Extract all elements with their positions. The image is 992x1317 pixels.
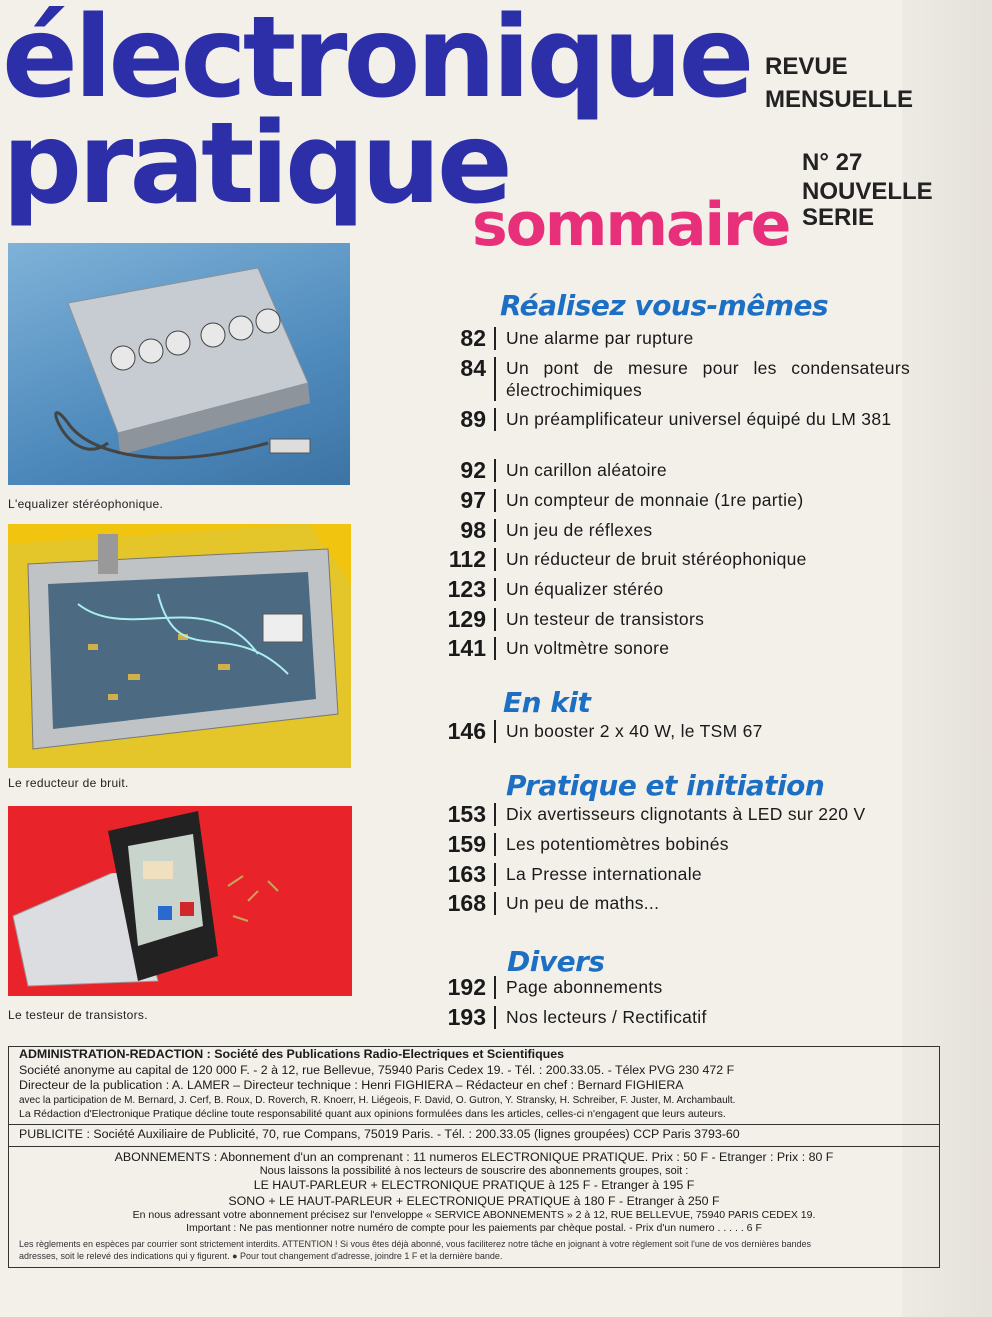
imprint-groupes: Nous laissons la possibilité à nos lecteurs de souscrire des abonnements groupes, soit : [259,1165,689,1177]
serie-label: SERIE [802,204,875,231]
reducteur-illustration [8,524,351,768]
toc-divider [494,519,496,542]
toc-title: Un compteur de monnaie (1re partie) [506,490,804,510]
toc-page: 123 [447,576,486,602]
toc-page: 97 [460,487,486,513]
toc-divider [494,863,496,886]
toc-divider [494,803,496,826]
imprint-responsabilite: La Rédaction d'Electronique Pratique décline toute responsabilité quant aux opinions formulées dans les articles, celles-ci n'engagent que leurs auteurs. [19,1107,726,1120]
imprint-attention: Les règlements en espèces par courrier sont strictement interdits. ATTENTION ! Si vous êtes déjà abonné, vous faciliterez notre tâche en joignant à votre règlement soit l'une de vos dernières bandes [19,1239,811,1249]
toc-divider [494,459,496,482]
toc-title: Nos lecteurs / Rectificatif [506,1007,707,1027]
toc-title: Un testeur de transistors [506,609,705,629]
issue-number: N° 27 [802,149,863,176]
toc-page: 193 [447,1004,486,1030]
toc-page: 153 [447,801,486,827]
imprint-societe: Société anonyme au capital de 120 000 F. - 2 à 12, rue Bellevue, 75940 Paris Cedex 19. - Tél. : 200.33.05. - Télex PVG 230 472 F [19,1062,735,1077]
section-realisez: Réalisez vous-mêmes [500,289,829,322]
toc-title: Un voltmètre sonore [506,638,670,658]
testeur-illustration [8,806,352,996]
imprint-important: Important : Ne pas mentionner notre numéro de compte pour les paiements par chèque postal. - Prix d'un numero . . . . . 6 F [186,1222,762,1234]
section-pratique: Pratique et initiation [506,769,825,802]
revue-label: REVUE [765,53,848,80]
toc-title: Un booster 2 x 40 W, le TSM 67 [506,721,763,741]
toc-divider [494,976,496,999]
toc-title: Un préamplificateur universel équipé du LM 381 [506,409,892,429]
toc-page: 82 [460,325,486,351]
toc-page: 141 [447,635,486,661]
toc-divider [494,833,496,856]
imprint-offre1: LE HAUT-PARLEUR + ELECTRONIQUE PRATIQUE à 125 F - Etranger à 195 F [253,1178,695,1192]
imprint-box [8,1046,940,1268]
imprint-admin: ADMINISTRATION-REDACTION : Société des Publications Radio-Electriques et Scientifiques [19,1047,565,1061]
toc-item[interactable] [430,637,910,660]
sommaire-heading: sommaire [472,190,790,260]
imprint-offre2: SONO + LE HAUT-PARLEUR + ELECTRONIQUE PRATIQUE à 180 F - Etranger à 250 F [228,1193,720,1208]
toc-item[interactable] [430,459,910,482]
toc-page: 159 [447,831,486,857]
toc-page: 112 [448,546,486,572]
imprint-directeur: Directeur de la publication : A. LAMER – Directeur technique : Henri FIGHIERA – Rédacteur en chef : Bernard FIGHIERA [19,1078,684,1092]
nouvelle-label: NOUVELLE [802,178,933,205]
toc-page: 163 [447,861,486,887]
toc-title: Dix avertisseurs clignotants à LED sur 220 V [506,804,866,824]
toc-page: 98 [460,517,486,543]
toc-item[interactable] [430,548,910,571]
toc-divider [494,489,496,512]
toc-divider [494,892,496,915]
toc-item[interactable] [430,519,910,542]
masthead-title-line1: électronique [2,0,751,123]
toc-item[interactable] [430,608,910,631]
toc-title: Un pont de mesure pour les condensateurs électrochimiques [506,358,910,400]
toc-page: 84 [460,355,486,381]
toc-title: Un jeu de réflexes [506,520,653,540]
toc-item[interactable] [430,720,910,743]
toc-item[interactable] [430,833,910,856]
toc-item[interactable] [430,489,910,512]
toc-page: 168 [447,890,486,916]
testeur-photo [8,806,352,996]
toc-item[interactable] [430,327,910,350]
equalizer-illustration [8,243,350,485]
section-divers: Divers [507,945,605,978]
toc-title: La Presse internationale [506,864,702,884]
toc-title: Un équalizer stéréo [506,579,664,599]
toc-divider [494,408,496,431]
toc-divider [494,357,496,401]
toc-title: Les potentiomètres bobinés [506,834,729,854]
toc-item[interactable] [430,863,910,886]
toc-divider [494,327,496,350]
toc-divider [494,720,496,743]
toc-item[interactable] [430,976,910,999]
imprint-publicite: PUBLICITE : Société Auxiliaire de Publicité, 70, rue Compans, 75019 Paris. - Tél. : 200.33.05 (lignes groupées) CCP Paris 3793-60 [19,1126,740,1141]
imprint-divider [9,1146,939,1147]
caption-equalizer: L'equalizer stéréophonique. [8,497,164,511]
toc-page: 146 [447,718,486,744]
caption-reducteur: Le reducteur de bruit. [8,776,129,790]
toc-title: Une alarme par rupture [506,328,694,348]
toc-divider [494,1006,496,1029]
toc-divider [494,548,496,571]
toc-item[interactable] [430,1006,910,1029]
toc-item[interactable] [430,408,910,431]
toc-item[interactable] [430,892,910,915]
masthead-title-line2: pratique [2,99,509,229]
toc-page: 129 [447,606,486,632]
toc-divider [494,578,496,601]
imprint-adresse: En nous adressant votre abonnement précisez sur l'enveloppe « SERVICE ABONNEMENTS » 2 à 12, RUE BELLEVUE, 75940 PARIS CEDEX 19. [132,1209,816,1221]
toc-page: 92 [460,457,486,483]
toc-page: 192 [447,974,486,1000]
toc-item[interactable] [430,357,910,401]
toc-title: Un carillon aléatoire [506,460,667,480]
toc-title: Un réducteur de bruit stéréophonique [506,549,807,569]
toc-divider [494,637,496,660]
toc-divider [494,608,496,631]
toc-item[interactable] [430,803,910,826]
mensuelle-label: MENSUELLE [765,86,914,113]
toc-title: Un peu de maths... [506,893,660,913]
toc-item[interactable] [430,578,910,601]
imprint-abonnements: ABONNEMENTS : Abonnement d'un an comprenant : 11 numeros ELECTRONIQUE PRATIQUE. Prix : 50 F - Etranger : Prix : 80 F [114,1149,834,1164]
imprint-changement: adresses, soit le relevé des indications qui y figurent. ● Pour tout changement d'adresse, joindre 1 F et la dernière bande. [19,1250,503,1261]
imprint-participation: avec la participation de M. Bernard, J. Cerf, B. Roux, D. Roverch, R. Knoerr, H. Liégeois, F. David, O. Gutron, Y. Stransky, H. Schreiber, F. Juster, M. Archambault. [19,1094,736,1106]
section-en-kit: En kit [503,686,591,719]
equalizer-photo [8,243,350,485]
toc-title: Page abonnements [506,977,663,997]
caption-testeur: Le testeur de transistors. [8,1008,148,1022]
toc-page: 89 [460,406,486,432]
reducteur-photo [8,524,351,768]
